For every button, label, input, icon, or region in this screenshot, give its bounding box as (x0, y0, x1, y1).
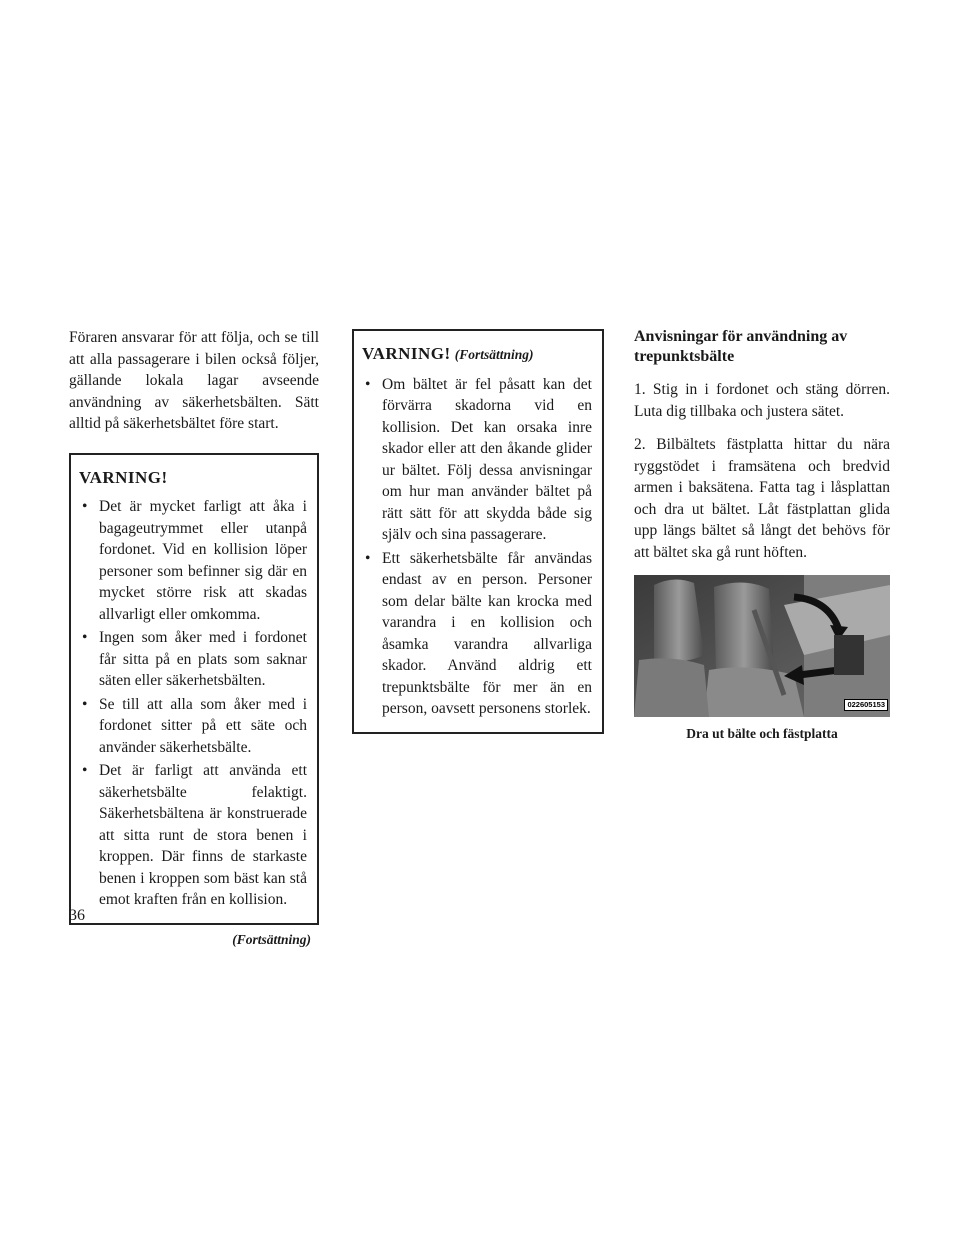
intro-paragraph: Föraren ansvarar för att följa, och se till att alla passagerare i bilen också följer, gällande lokala lagar avseende användning av säkerhetsbälten. Sätt alltid på säkerhetsbältet före start. (69, 329, 319, 432)
step-1: 1. Stig in i fordonet och stäng dörren. Luta dig tillbaka och justera sätet. (634, 381, 890, 420)
warning-item: • Ingen som åker med i fordonet får sitta på en plats som saknar säten eller säkerhetsbälten. (79, 627, 307, 692)
seat-belt-illustration (634, 575, 890, 717)
section-heading: Anvisningar för användning av trepunktsbälte (634, 328, 848, 365)
figure-caption: Dra ut bälte och fästplatta (686, 726, 838, 741)
warning-title: VARNING! (79, 467, 168, 487)
column-left (69, 327, 319, 950)
seat-belt-figure (634, 575, 890, 717)
warning-list (79, 496, 307, 911)
warning-box (69, 453, 319, 925)
warning-title (362, 343, 592, 366)
step-2: 2. Bilbältets fästplatta hittar du nära ryggstödet i framsätena och bredvid armen i baksätena. Fatta tag i låsplattan och dra ut bältet. Låt fästplattan glida upp längs bältet så långt det behövs för att bältet ska gå runt höften. (634, 436, 890, 561)
continued-note: (Fortsättning) (232, 931, 311, 947)
figure-code: 022605153 (844, 699, 888, 711)
warning-item: • Om bältet är fel påsatt kan det förvärra skadorna vid en kollision. Det kan orsaka inre skador eller att den åkande glider ur bältet. Följ dessa anvisningar om hur man använder bältet på rätt sätt för att skydda både sig själv och sina passagerare. (362, 374, 592, 546)
warning-item: • Det är farligt att använda ett säkerhetsbälte felaktigt. Säkerhetsbältena är konstruerade att sitta runt de stora benen i kroppen. Där finns de starkaste benen i kroppen som bäst kan stå emot kraften från en kollision. (79, 760, 307, 911)
page-number: 36 (69, 907, 85, 924)
warning-item: • Se till att alla som åker med i fordonet sitter på ett säte och använder säkerhetsbälte. (79, 694, 307, 759)
warning-item: • Det är mycket farligt att åka i bagageutrymmet eller utanpå fordonet. Vid en kollision löper personer som befinner sig där en mycket större risk att skadas allvarligt eller omkomma. (79, 496, 307, 625)
warning-continued-label: (Fortsättning) (454, 347, 534, 362)
warning-title-text: VARNING! (362, 344, 451, 363)
warning-item: • Ett säkerhetsbälte får användas endast av en person. Personer som delar bälte kan krocka med varandra i en kollision och åsamka varandra allvarliga skador. Använd aldrig ett trepunktsbälte för mer än en person, oavsett personens storlek. (362, 548, 592, 720)
warning-box-continued (352, 329, 604, 734)
warning-list (362, 374, 592, 720)
column-right (634, 327, 890, 745)
column-middle (352, 329, 604, 734)
